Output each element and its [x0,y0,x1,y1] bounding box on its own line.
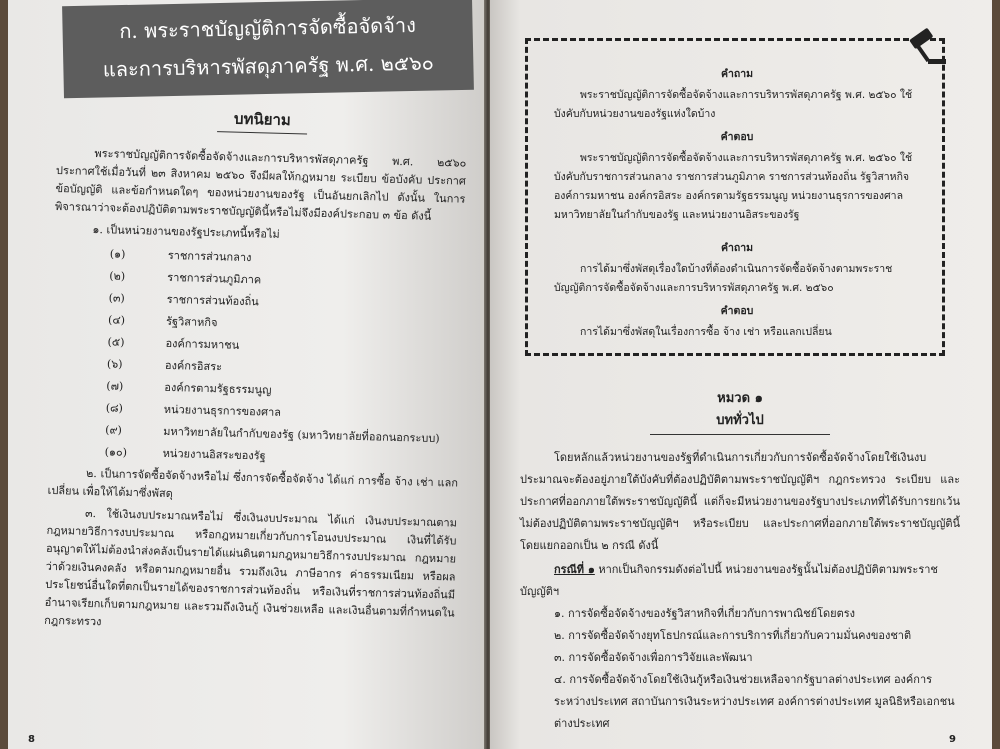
list-item: ๔. การจัดซื้อจัดจ้างโดยใช้เงินกู้หรือเงินช่วยเหลือจากรัฐบาลต่างประเทศ องค์การระหว่างประเทศ สถาบันการเงินระหว่างประเทศ องค์การต่างประเทศ มูลนิธิหรือเอกชนต่างประเทศ [554,673,955,730]
list-item: (๘) หน่วยงานธุรการของศาล [105,401,282,419]
list-item: ๓. การจัดซื้อจัดจ้างเพื่อการวิจัยและพัฒนา [554,651,753,664]
list-item: (๑) ราชการส่วนกลาง [109,247,252,265]
list-item: (๓) ราชการส่วนท้องถิ่น [108,291,259,309]
definitions-heading: บทนิยาม [233,109,292,130]
question-2: การได้มาซึ่งพัสดุเรื่องใดบ้างที่ต้องดำเนินการจัดซื้อจัดจ้างตามพระราชบัญญัติการจัดซื้อจัดจ้างและการบริหารพัสดุภาครัฐ พ.ศ. ๒๕๖๐ [554,263,893,294]
general-paragraph: โดยหลักแล้วหน่วยงานของรัฐที่ดำเนินการเกี่ยวกับการจัดซื้อจัดจ้างโดยใช้เงินงบประมาณจะต้องอยู่ภายใต้บังคับที่ต้องปฏิบัติตามพระราชบัญญัติฯ กฎกระทรวง ระเบียบ และประกาศที่ออกภายใต้พระราชบัญญัตินี้ แต่ก็จะมีหน่วยงานของรัฐบางประเภทที่ได้รับการยกเว้นไม่ต้องปฏิบัติตามพระราชบัญญัติฯ หรือระเบียบ และประกาศที่ออกภายใต้พระราชบัญญัตินี้ โดยแยกออกเป็น ๒ กรณี ดังนี้ [520,451,960,552]
qa-box [525,38,945,356]
case-1-text: หากเป็นกิจกรรมดังต่อไปนี้ หน่วยงานของรัฐนั้นไม่ต้องปฏิบัติตามพระราชบัญญัติฯ [520,563,938,598]
list-item: (๙) มหาวิทยาลัยในกำกับของรัฐ (มหาวิทยาลัยที่ออกนอกระบบ) [105,423,440,446]
list-item: ๒. การจัดซื้อจัดจ้างยุทโธปกรณ์และการบริการที่เกี่ยวกับความมั่นคงของชาติ [554,629,912,642]
intro-paragraph: พระราชบัญญัติการจัดซื้อจัดจ้างและการบริหารพัสดุภาครัฐ พ.ศ. ๒๕๖๐ ประกาศใช้เมื่อวันที่ ๒๓ สิงหาคม ๒๕๖๐ จึงมีผลให้กฎหมาย ระเบียบ ข้อบังคับ ประกาศ ข้อบัญญัติ และข้อกำหนดใดๆ ของหน่วยงานของรัฐ เป็นอันยกเลิกไป ดังนั้น ในการพิจารณาว่าจะต้องปฏิบัติตามพระราชบัญญัตินี้หรือไม่จึงมีองค์ประกอบ ๓ ข้อ ดังนี้ [54,146,467,223]
case-1-label: กรณีที่ ๑ [554,563,595,576]
right-page [490,0,992,749]
banner-line1: ก. พระราชบัญญัติการจัดซื้อจัดจ้าง [119,12,417,44]
chapter-underline [650,434,830,435]
criterion-3: ๓. ใช้เงินงบประมาณหรือไม่ ซึ่งเงินงบประมาณ ได้แก่ เงินงบประมาณตามกฎหมายวิธีการงบประมาณ หรือกฎหมายเกี่ยวกับการโอนงบประมาณ เงินที่ได้รับอนุญาตให้ไม่ต้องนำส่งคลังเป็นรายได้แผ่นดินตามกฎหมายวิธีการงบประมาณ กฎหมายว่าด้วยเงินคงคลัง หรือตามกฎหมายอื่น รวมถึงเงิน ภาษีอากร ค่าธรรมเนียม หรือผลประโยชน์อื่นใดที่ตกเป็นรายได้ของราชการส่วนท้องถิ่น หรือเงินที่ราชการส่วนท้องถิ่นมีอำนาจเรียกเก็บตามกฎหมาย และรวมถึงเงินกู้ เงินช่วยเหลือ และเงินอื่นตามที่กำหนดในกฎกระทรวง [44,506,458,629]
list-item: (๗) องค์กรตามรัฐธรรมนูญ [106,379,272,397]
list-item: (๔) รัฐวิสาหกิจ [107,313,218,330]
answer-label: คำตอบ [720,131,754,143]
chapter-banner [62,0,474,98]
question-1: พระราชบัญญัติการจัดซื้อจัดจ้างและการบริหารพัสดุภาครัฐ พ.ศ. ๒๕๖๐ ใช้บังคับกับหน่วยงานของรัฐแห่งใดบ้าง [554,89,913,120]
left-page [8,0,486,749]
page-number-right: 9 [949,734,956,745]
answer-2: การได้มาซึ่งพัสดุในเรื่องการซื้อ จ้าง เช่า หรือแลกเปลี่ยน [580,326,832,338]
criterion-2: ๒. เป็นการจัดซื้อจัดจ้างหรือไม่ ซึ่งการจัดซื้อจัดจ้าง ได้แก่ การซื้อ จ้าง เช่า แลกเปลี่ยน เพื่อให้ได้มาซึ่งพัสดุ [47,466,459,501]
list-item: (๒) ราชการส่วนภูมิภาค [109,269,262,287]
page-number-left: 8 [28,734,35,745]
right-body [520,388,960,735]
answer-1: พระราชบัญญัติการจัดซื้อจัดจ้างและการบริหารพัสดุภาครัฐ พ.ศ. ๒๕๖๐ ใช้บังคับกับราชการส่วนกลาง ราชการส่วนภูมิภาค ราชการส่วนท้องถิ่น รัฐวิสาหกิจ องค์การมหาชน องค์กรอิสระ องค์กรตามรัฐธรรมนูญ หน่วยงานธุรการของศาล มหาวิทยาลัยในกำกับของรัฐ และหน่วยงานอิสระของรัฐ [554,152,913,221]
chapter-number: หมวด ๑ [717,391,763,406]
case-1 [520,559,960,603]
heading-underline [217,131,307,134]
list-item: ๑. การจัดซื้อจัดจ้างของรัฐวิสาหกิจที่เกี่ยวกับการพาณิชย์โดยตรง [554,607,856,620]
question-label: คำถาม [720,242,754,254]
list-item: (๖) องค์กรอิสระ [106,357,223,374]
gavel-icon [902,27,948,67]
left-body [44,95,468,645]
list-item: (๕) องค์การมหาชน [107,335,240,352]
question-label: คำถาม [720,68,754,80]
answer-label: คำตอบ [720,305,754,317]
criterion-1: ๑. เป็นหน่วยงานของรัฐประเภทนี้หรือไม่ [92,222,280,241]
banner-line2: และการบริหารพัสดุภาครัฐ พ.ศ. ๒๕๖๐ [102,50,435,82]
list-item: (๑๐) หน่วยงานอิสระของรัฐ [104,445,266,463]
chapter-title: บททั่วไป [716,413,764,428]
agency-list [48,244,464,471]
